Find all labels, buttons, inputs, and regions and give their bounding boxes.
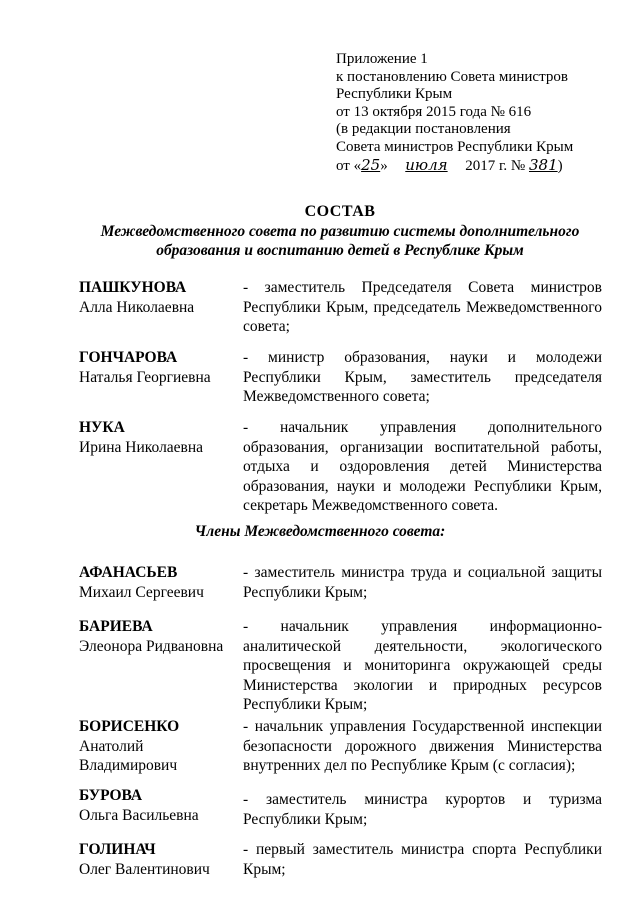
person-name <box>79 840 239 879</box>
header-line: (в редакции постановления <box>336 121 511 138</box>
person-role: - министр образования, науки и молодежи Республики Крым, заместитель председателя Межведомственного совета; <box>243 349 602 405</box>
handwritten-month: июля <box>405 155 448 174</box>
person-role: - заместитель Председателя Совета министров Республики Крым, председатель Межведомственного совета; <box>243 279 602 335</box>
person-surname: НУКА <box>79 419 125 436</box>
person-name <box>79 617 239 656</box>
person-role: - первый заместитель министра спорта Республики Крым; <box>243 841 602 878</box>
person-role: - заместитель министра труда и социальной защиты Республики Крым; <box>243 564 602 601</box>
person-name <box>79 348 239 387</box>
person-given-name: Алла Николаевна <box>79 298 195 316</box>
appendix-header <box>336 51 626 175</box>
person-surname: ПАШКУНОВА <box>79 279 187 296</box>
members-heading: Члены Межведомственного совета: <box>194 523 446 540</box>
document-title: СОСТАВ <box>304 203 376 220</box>
header-line: Республики Крым <box>336 86 453 103</box>
person-given-name: Наталья Георгиевна <box>79 368 211 386</box>
date-prefix: от « <box>336 157 362 174</box>
person-role: - начальник управления Государственной инспекции безопасности дорожного движения Министерства внутренних дел по Республике Крым (с согласия); <box>243 718 602 774</box>
person-role: - начальник управления дополнительного образования, организации воспитательной работы, отдыха и оздоровления детей Министерства образования, науки и молодежи Республики Крым, секретарь Межведомственного совета. <box>243 419 602 514</box>
person-surname: БАРИЕВА <box>79 618 153 635</box>
person-role: - заместитель министра курортов и туризма Республики Крым; <box>243 791 602 828</box>
person-surname: ГОЛИНАЧ <box>79 841 156 858</box>
header-line: Приложение 1 <box>336 51 428 67</box>
handwritten-day: 25 <box>361 155 381 174</box>
header-line: к постановлению Совета министров <box>336 68 568 85</box>
person-given-name: Ирина Николаевна <box>79 438 204 456</box>
person-given-name: Элеонора Ридвановна <box>79 637 224 655</box>
document-subtitle <box>90 222 590 260</box>
date-suffix: ) <box>557 157 563 174</box>
date-year: 2017 г. № <box>465 157 526 174</box>
header-date-line <box>336 157 626 176</box>
person-role: - начальник управления информационно-аналитической деятельности, экологического просвещения и мониторинга окружающей среды Министерства экологии и природных ресурсов Республики Крым; <box>243 618 602 713</box>
person-name <box>79 563 239 602</box>
person-surname: БОРИСЕНКО <box>79 718 180 735</box>
person-surname: АФАНАСЬЕВ <box>79 564 178 581</box>
header-line: Совета министров Республики Крым <box>336 138 574 155</box>
handwritten-number: 381 <box>528 155 558 174</box>
person-name <box>79 418 239 457</box>
subtitle-line: Межведомственного совета по развитию системы дополнительного <box>100 223 580 240</box>
person-surname: БУРОВА <box>79 787 143 804</box>
person-name <box>79 786 239 825</box>
document-title-block <box>90 202 590 260</box>
person-given-name: Олег Валентинович <box>79 860 210 878</box>
date-mid: » <box>380 157 388 174</box>
person-surname: ГОНЧАРОВА <box>79 349 178 366</box>
header-line: от 13 октября 2015 года № 616 <box>336 103 532 120</box>
person-given-name: Анатолий Владимирович <box>79 737 178 774</box>
person-name <box>79 278 239 317</box>
person-given-name: Михаил Сергеевич <box>79 583 204 601</box>
person-given-name: Ольга Васильевна <box>79 806 199 824</box>
person-name <box>79 717 239 776</box>
subtitle-line: образования и воспитанию детей в Республике Крым <box>156 242 524 259</box>
